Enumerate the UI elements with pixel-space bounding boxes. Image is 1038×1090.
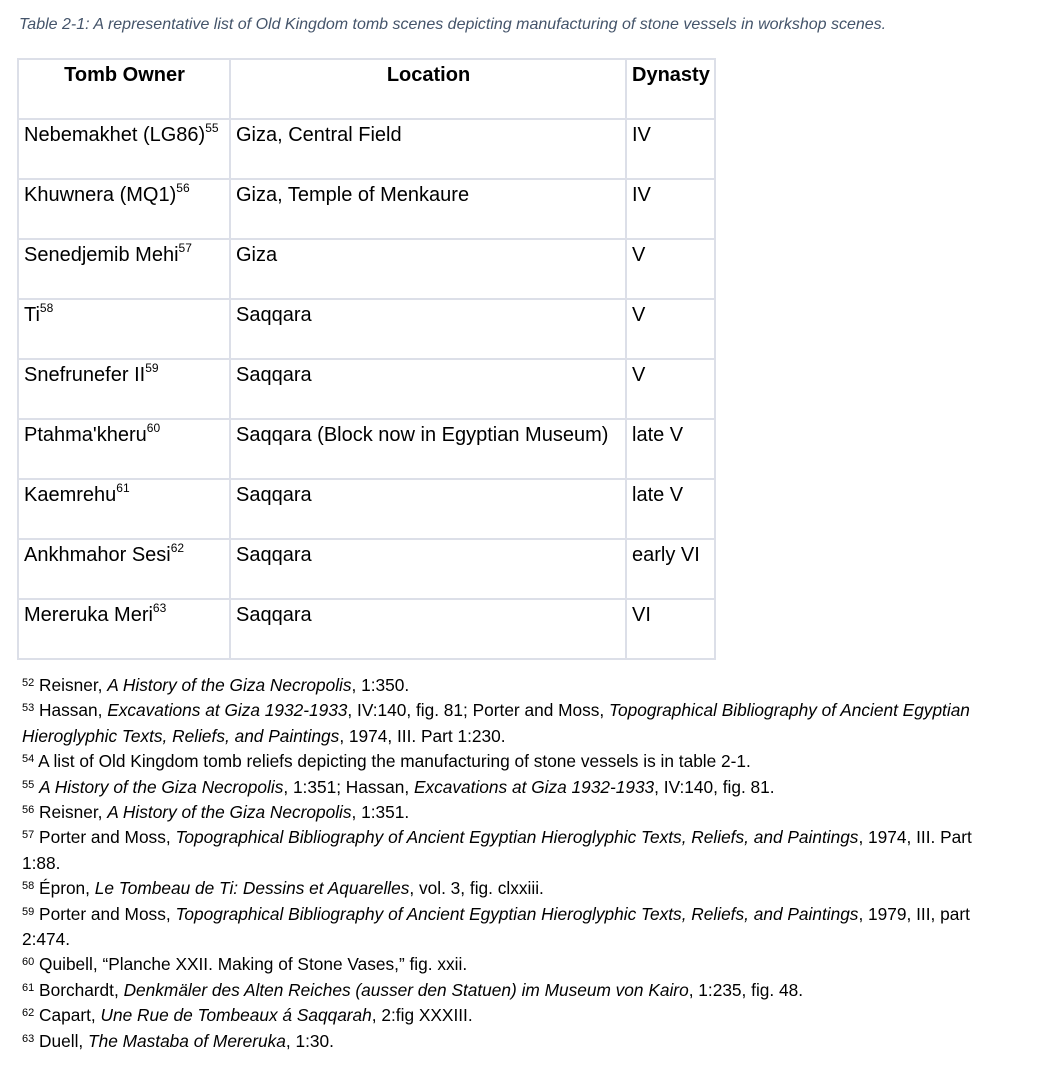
footnote-ref: 61 — [116, 481, 130, 495]
tomb-owner-name: Khuwnera (MQ1) — [24, 184, 177, 206]
cell-location: Saqqara — [230, 539, 626, 599]
cell-dynasty: V — [626, 359, 715, 419]
footnote-text: Épron, — [34, 878, 95, 899]
cell-location: Giza, Central Field — [230, 119, 626, 179]
cell-location: Saqqara (Block now in Egyptian Museum) — [230, 419, 626, 479]
footnote-ref: 60 — [146, 421, 161, 435]
tomb-owner-name: Kaemrehu — [24, 484, 117, 506]
footnote — [22, 775, 1012, 800]
footnote — [22, 749, 1012, 774]
cell-tomb-owner — [18, 419, 230, 479]
footnote-number: 52 — [22, 677, 35, 689]
tomb-owner-name: Nebemakhet (LG86) — [24, 124, 206, 146]
footnote-ref: 63 — [152, 601, 167, 615]
footnote — [22, 952, 1012, 977]
cell-dynasty: V — [626, 299, 715, 359]
tomb-owner-name: Ankhmahor Sesi — [24, 544, 171, 566]
cell-tomb-owner — [18, 299, 230, 359]
footnote-text: , IV:140, fig. 81; Porter and Moss, — [347, 700, 610, 721]
footnote-ref: 58 — [39, 301, 54, 315]
cell-tomb-owner — [18, 179, 230, 239]
footnote-text: , 1:351. — [351, 802, 410, 823]
footnote-ref: 55 — [205, 121, 219, 135]
footnote-number: 62 — [22, 1007, 35, 1020]
footnotes — [22, 673, 1012, 1054]
footnote-number: 59 — [22, 905, 35, 918]
table-row — [18, 539, 715, 599]
table-row — [18, 479, 715, 539]
footnote-number: 61 — [22, 981, 35, 994]
table-header-row — [18, 59, 715, 119]
cell-location: Giza, Temple of Menkaure — [230, 179, 626, 239]
table-row — [18, 299, 715, 359]
footnote-title: Denkmäler des Alten Reiches (ausser den Statuen) im Museum von Kairo — [123, 979, 689, 1000]
table-row — [18, 179, 715, 239]
footnote-title: A History of the Giza Necropolis — [39, 776, 284, 797]
footnote-text: , 1979, III, part 2:474. — [22, 903, 970, 950]
footnote — [22, 698, 1012, 749]
tomb-owner-name: Snefrunefer II — [24, 364, 146, 386]
cell-dynasty: late V — [626, 479, 715, 539]
footnote — [22, 800, 1012, 825]
footnote-text: Duell, — [34, 1030, 89, 1051]
cell-location: Saqqara — [230, 479, 626, 539]
footnote — [22, 902, 1012, 953]
footnote-text: Quibell, “Planche XXII. Making of Stone Vases,” fig. xxii. — [34, 954, 468, 975]
table-row — [18, 239, 715, 299]
footnote-ref: 62 — [170, 541, 185, 555]
footnote-title: A History of the Giza Necropolis — [107, 675, 352, 695]
footnote-text: A list of Old Kingdom tomb reliefs depicting the manufacturing of stone vessels is in table 2-1. — [34, 751, 751, 772]
cell-tomb-owner — [18, 119, 230, 179]
cell-tomb-owner — [18, 599, 230, 659]
table-caption: Table 2-1: A representative list of Old Kingdom tomb scenes depicting manufacturing of stone vessels in workshop scenes. — [19, 16, 887, 33]
footnote-text: Porter and Moss, — [34, 903, 176, 924]
footnote — [22, 1003, 1012, 1028]
footnote-text: Porter and Moss, — [34, 827, 176, 848]
footnote-number: 53 — [22, 702, 35, 715]
table-row — [18, 119, 715, 179]
footnote-text: , vol. 3, fig. clxxiii. — [409, 878, 544, 899]
header-dynasty: Dynasty — [626, 59, 715, 119]
footnote-text: , 1:351; Hassan, — [283, 776, 414, 797]
cell-dynasty: late V — [626, 419, 715, 479]
footnote-ref: 59 — [145, 361, 159, 375]
footnote-number: 60 — [22, 956, 35, 969]
table-row — [18, 419, 715, 479]
tomb-owner-name: Senedjemib Mehi — [24, 244, 179, 266]
footnote-title: Une Rue de Tombeaux á Saqqarah — [100, 1005, 372, 1026]
cell-dynasty: early VI — [626, 539, 715, 599]
footnote-title: Topographical Bibliography of Ancient Egyptian Hieroglyphic Texts, Reliefs, and Paintings — [175, 903, 859, 924]
footnote — [22, 978, 1012, 1003]
cell-tomb-owner — [18, 539, 230, 599]
footnote-text: , 1:235, fig. 48. — [688, 979, 804, 1000]
cell-dynasty: IV — [626, 119, 715, 179]
footnote-title: Topographical Bibliography of Ancient Egyptian Hieroglyphic Texts, Reliefs, and Paintings — [22, 700, 970, 746]
footnote-title: Topographical Bibliography of Ancient Egyptian Hieroglyphic Texts, Reliefs, and Paintings — [175, 827, 859, 848]
footnote-text: Reisner, — [34, 675, 108, 695]
cell-location: Giza — [230, 239, 626, 299]
footnote-text: , IV:140, fig. 81. — [654, 776, 775, 797]
tomb-owner-name: Ti — [24, 304, 40, 326]
cell-tomb-owner — [18, 479, 230, 539]
footnote-title: A History of the Giza Necropolis — [107, 802, 352, 823]
cell-dynasty: V — [626, 239, 715, 299]
footnote — [22, 1029, 1012, 1054]
footnote-number: 63 — [22, 1032, 35, 1045]
footnote-number: 58 — [22, 880, 35, 893]
table-body — [18, 119, 715, 659]
tomb-owner-name: Mereruka Meri — [24, 604, 153, 626]
footnote — [22, 876, 1012, 901]
cell-location: Saqqara — [230, 299, 626, 359]
footnote-text: Capart, — [34, 1005, 101, 1026]
cell-dynasty: VI — [626, 599, 715, 659]
table-row — [18, 359, 715, 419]
tomb-owner-name: Ptahma'kheru — [24, 424, 147, 446]
footnote — [22, 673, 1012, 698]
footnote-title: Excavations at Giza 1932-1933 — [414, 776, 655, 797]
table-row — [18, 599, 715, 659]
footnote-text: , 1:350. — [351, 675, 410, 695]
footnote-text: Hassan, — [34, 700, 108, 721]
footnote-text: , 2:fig XXXIII. — [371, 1005, 473, 1026]
cell-location: Saqqara — [230, 359, 626, 419]
footnote-number: 57 — [22, 829, 35, 842]
cell-tomb-owner — [18, 239, 230, 299]
footnote-title: Le Tombeau de Ti: Dessins et Aquarelles — [94, 878, 410, 899]
footnote-text: , 1974, III. Part 1:230. — [339, 725, 506, 746]
footnote-number: 56 — [22, 804, 35, 817]
cell-dynasty: IV — [626, 179, 715, 239]
header-location: Location — [230, 59, 626, 119]
footnote-text: Reisner, — [34, 802, 108, 823]
footnote-number: 54 — [22, 753, 35, 766]
footnote-text: Borchardt, — [34, 979, 124, 1000]
footnote-title: Excavations at Giza 1932-1933 — [107, 700, 348, 721]
footnote-title: The Mastaba of Mereruka — [88, 1030, 286, 1051]
tomb-table — [17, 58, 716, 660]
footnote — [22, 825, 1012, 876]
footnote-text: , 1:30. — [285, 1030, 334, 1051]
footnote-text: , 1974, III. Part 1:88. — [22, 827, 972, 873]
cell-tomb-owner — [18, 359, 230, 419]
footnote-ref: 56 — [176, 181, 190, 195]
footnote-number: 55 — [22, 778, 35, 791]
cell-location: Saqqara — [230, 599, 626, 659]
footnote-ref: 57 — [178, 241, 192, 255]
header-tomb-owner: Tomb Owner — [18, 59, 230, 119]
